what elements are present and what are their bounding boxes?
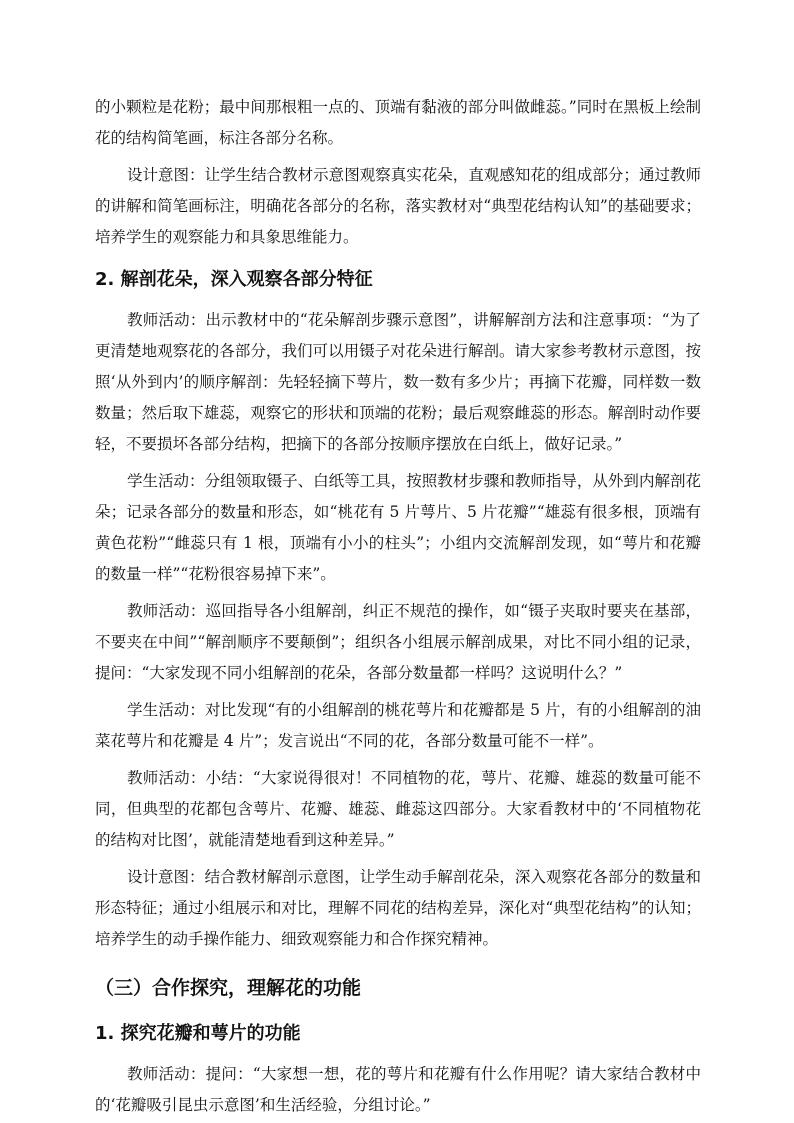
heading-petal-sepal-function: 1. 探究花瓣和萼片的功能 bbox=[95, 1023, 301, 1044]
document-page bbox=[95, 92, 701, 1121]
paragraph-student-activity-1: 学生活动：分组领取镊子、白纸等工具，按照教材步骤和教师指导，从外到内解剖花朵；记录各部分的数量和形态，如“桃花有 5 片萼片、5 片花瓣”“雄蕊有很多根，顶端有黄色花粉”“雌蕊只有 1 根，顶端有小小的柱头”；小组内交流解剖发现，如“萼片和花瓣的数量一样”“花粉很容易掉下来”。 bbox=[95, 472, 701, 583]
paragraph-teacher-activity-1: 教师活动：出示教材中的“花朵解剖步骤示意图”，讲解解剖方法和注意事项：“为了更清楚地观察花的各部分，我们可以用镊子对花朵进行解剖。请大家参考教材示意图，按照‘从外到内’的顺序解剖：先轻轻摘下萼片，数一数有多少片；再摘下花瓣，同样数一数数量；然后取下雄蕊，观察它的形状和顶端的花粉；最后观察雌蕊的形态。解剖时动作要轻，不要损坏各部分结构，把摘下的各部分按顺序摆放在白纸上，做好记录。” bbox=[95, 311, 701, 453]
paragraph-teacher-summary: 教师活动：小结：“大家说得很对！不同植物的花，萼片、花瓣、雄蕊的数量可能不同，但典型的花都包含萼片、花瓣、雄蕊、雌蕊这四部分。大家看教材中的‘不同植物花的结构对比图’，就能清楚地看到这种差异。” bbox=[95, 769, 701, 849]
heading-dissect-flower: 2. 解剖花朵，深入观察各部分特征 bbox=[95, 269, 373, 290]
paragraph-teacher-question: 教师活动：提问：“大家想一想，花的萼片和花瓣有什么作用呢？请大家结合教材中的‘花瓣吸引昆虫示意图’和生活经验，分组讨论。” bbox=[95, 1065, 701, 1114]
paragraph-design-intent-2: 设计意图：结合教材解剖示意图，让学生动手解剖花朵，深入观察花各部分的数量和形态特征；通过小组展示和对比，理解不同花的结构差异，深化对“典型花结构”的认知；培养学生的动手操作能力、细致观察能力和合作探究精神。 bbox=[95, 868, 701, 948]
paragraph-teacher-activity-2: 教师活动：巡回指导各小组解剖，纠正不规范的操作，如“镊子夹取时要夹在基部，不要夹在中间”“解剖顺序不要颠倒”；组织各小组展示解剖成果，对比不同小组的记录，提问：“大家发现不同小组解剖的花朵，各部分数量都一样吗？这说明什么？” bbox=[95, 602, 701, 682]
paragraph-design-intent-1: 设计意图：让学生结合教材示意图观察真实花朵，直观感知花的组成部分；通过教师的讲解和简笔画标注，明确花各部分的名称，落实教材对“典型花结构认知”的基础要求；培养学生的观察能力和具象思维能力。 bbox=[95, 166, 701, 246]
paragraph-student-activity-2: 学生活动：对比发现“有的小组解剖的桃花萼片和花瓣都是 5 片，有的小组解剖的油菜花萼片和花瓣是 4 片”；发言说出“不同的花，各部分数量可能不一样”。 bbox=[95, 701, 701, 750]
heading-section-three: （三）合作探究，理解花的功能 bbox=[95, 977, 362, 999]
paragraph-continuation: 的小颗粒是花粉；最中间那根粗一点的、顶端有黏液的部分叫做雌蕊。”同时在黑板上绘制花的结构简笔画，标注各部分名称。 bbox=[95, 98, 701, 147]
